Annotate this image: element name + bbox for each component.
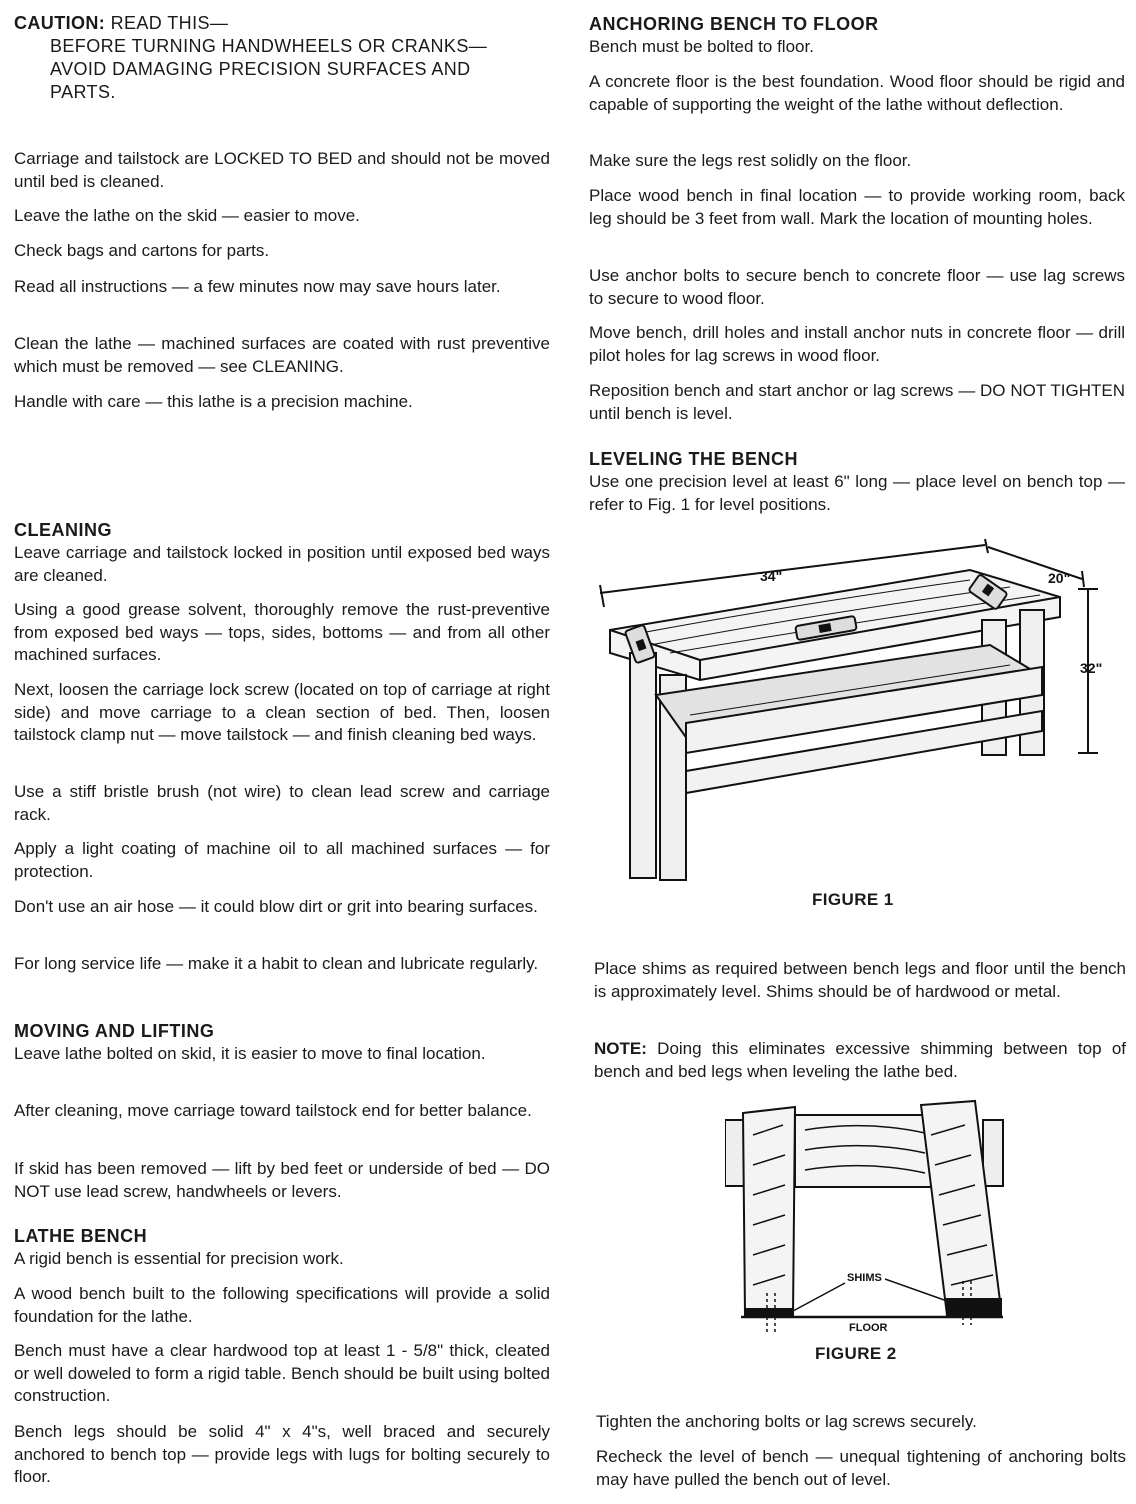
- moving-paragraph: Leave lathe bolted on skid, it is easier to move to final location.: [14, 1044, 486, 1063]
- moving-heading: MOVING AND LIFTING: [14, 1021, 215, 1041]
- cleaning-paragraph: Use a stiff bristle brush (not wire) to clean lead screw and carriage rack.: [14, 782, 550, 824]
- caution-line-1: READ THIS—: [110, 13, 229, 33]
- leveling-heading: LEVELING THE BENCH: [589, 449, 799, 469]
- cleaning-paragraph: Next, loosen the carriage lock screw (located on top of carriage at right side) and move carriage to a clean section of bed. Then, loosen tailstock clamp nut — move tailstock — and finish cleaning bed ways.: [14, 680, 550, 745]
- intro-paragraph: Read all instructions — a few minutes now may save hours later.: [14, 277, 501, 296]
- figure-1-length-label: 34": [760, 568, 783, 584]
- figure-1-height-label: 32": [1080, 660, 1103, 676]
- caution-label: CAUTION:: [14, 13, 106, 33]
- cleaning-paragraph: Using a good grease solvent, thoroughly remove the rust-preventive from exposed bed ways — tops, sides, bottoms — and from all other machined surfaces.: [14, 600, 550, 665]
- anchoring-paragraph: Place wood bench in final location — to provide working room, back leg should be 3 feet from wall. Mark the location of mounting holes.: [589, 186, 1125, 228]
- intro-paragraph: Leave the lathe on the skid — easier to move.: [14, 206, 360, 225]
- cleaning-paragraph: Don't use an air hose — it could blow dirt or grit into bearing surfaces.: [14, 897, 538, 916]
- cleaning-paragraph: Apply a light coating of machine oil to all machined surfaces — for protection.: [14, 839, 550, 881]
- note-text: Doing this eliminates excessive shimming between top of bench and bed legs when leveling the lathe bed.: [594, 1039, 1126, 1081]
- caution-line-4: PARTS.: [50, 82, 116, 102]
- closing-paragraph: Tighten the anchoring bolts or lag screws securely.: [596, 1412, 977, 1431]
- anchoring-paragraph: Reposition bench and start anchor or lag screws — DO NOT TIGHTEN until bench is level.: [589, 381, 1125, 423]
- cleaning-heading: CLEANING: [14, 520, 112, 540]
- figure-1-bench-illustration: [590, 535, 1130, 895]
- intro-paragraph: Carriage and tailstock are LOCKED TO BED and should not be moved until bed is cleaned.: [14, 149, 550, 191]
- leveling-paragraph: Use one precision level at least 6" long — place level on bench top — refer to Fig. 1 for level positions.: [589, 472, 1125, 514]
- moving-paragraph: If skid has been removed — lift by bed feet or underside of bed — DO NOT use lead screw, handwheels or levers.: [14, 1159, 550, 1201]
- caution-line-3: AVOID DAMAGING PRECISION SURFACES AND: [50, 59, 471, 79]
- note-label: NOTE:: [594, 1039, 647, 1058]
- caution-line-2: BEFORE TURNING HANDWHEELS OR CRANKS—: [50, 36, 488, 56]
- figure-2-floor-label: FLOOR: [849, 1322, 888, 1334]
- figure-1-caption: FIGURE 1: [812, 890, 894, 909]
- figure-1-depth-label: 20": [1048, 570, 1071, 586]
- caution-block: [14, 12, 550, 104]
- bench-paragraph: A rigid bench is essential for precision work.: [14, 1249, 344, 1268]
- cleaning-paragraph: Leave carriage and tailstock locked in position until exposed bed ways are cleaned.: [14, 543, 550, 585]
- anchoring-paragraph: Bench must be bolted to floor.: [589, 37, 814, 56]
- bench-paragraph: Bench legs should be solid 4" x 4"s, well braced and securely anchored to bench top — provide legs with lugs for bolting securely to floor.: [14, 1422, 550, 1487]
- intro-paragraph: Handle with care — this lathe is a precision machine.: [14, 392, 413, 411]
- anchoring-paragraph: Use anchor bolts to secure bench to concrete floor — use lag screws to secure to wood floor.: [589, 266, 1125, 308]
- anchoring-paragraph: Make sure the legs rest solidly on the floor.: [589, 151, 912, 170]
- figure-2-caption: FIGURE 2: [815, 1344, 897, 1363]
- intro-paragraph: Clean the lathe — machined surfaces are coated with rust preventive which must be removed — see CLEANING.: [14, 334, 550, 376]
- anchoring-paragraph: Move bench, drill holes and install anchor nuts in concrete floor — drill pilot holes for lag screws in wood floor.: [589, 323, 1125, 365]
- bench-heading: LATHE BENCH: [14, 1226, 148, 1246]
- closing-paragraph: Recheck the level of bench — unequal tightening of anchoring bolts may have pulled the bench out of level.: [596, 1447, 1126, 1489]
- figure-2-shims-illustration: [725, 1095, 1015, 1340]
- note-paragraph: [594, 1038, 1126, 1083]
- cleaning-paragraph: For long service life — make it a habit to clean and lubricate regularly.: [14, 954, 539, 973]
- anchoring-heading: ANCHORING BENCH TO FLOOR: [589, 14, 879, 34]
- bench-paragraph: Bench must have a clear hardwood top at least 1 - 5/8" thick, cleated or well doweled to form a rigid table. Bench should be built using bolted construction.: [14, 1341, 550, 1406]
- intro-paragraph: Check bags and cartons for parts.: [14, 241, 270, 260]
- anchoring-paragraph: A concrete floor is the best foundation. Wood floor should be rigid and capable of supporting the weight of the lathe without deflection.: [589, 72, 1125, 114]
- moving-paragraph: After cleaning, move carriage toward tailstock end for better balance.: [14, 1101, 532, 1120]
- figure-2-shims-label: SHIMS: [847, 1272, 882, 1284]
- bench-paragraph: A wood bench built to the following specifications will provide a solid foundation for the lathe.: [14, 1284, 550, 1326]
- shims-paragraph: Place shims as required between bench legs and floor until the bench is approximately level. Shims should be of hardwood or metal.: [594, 959, 1126, 1001]
